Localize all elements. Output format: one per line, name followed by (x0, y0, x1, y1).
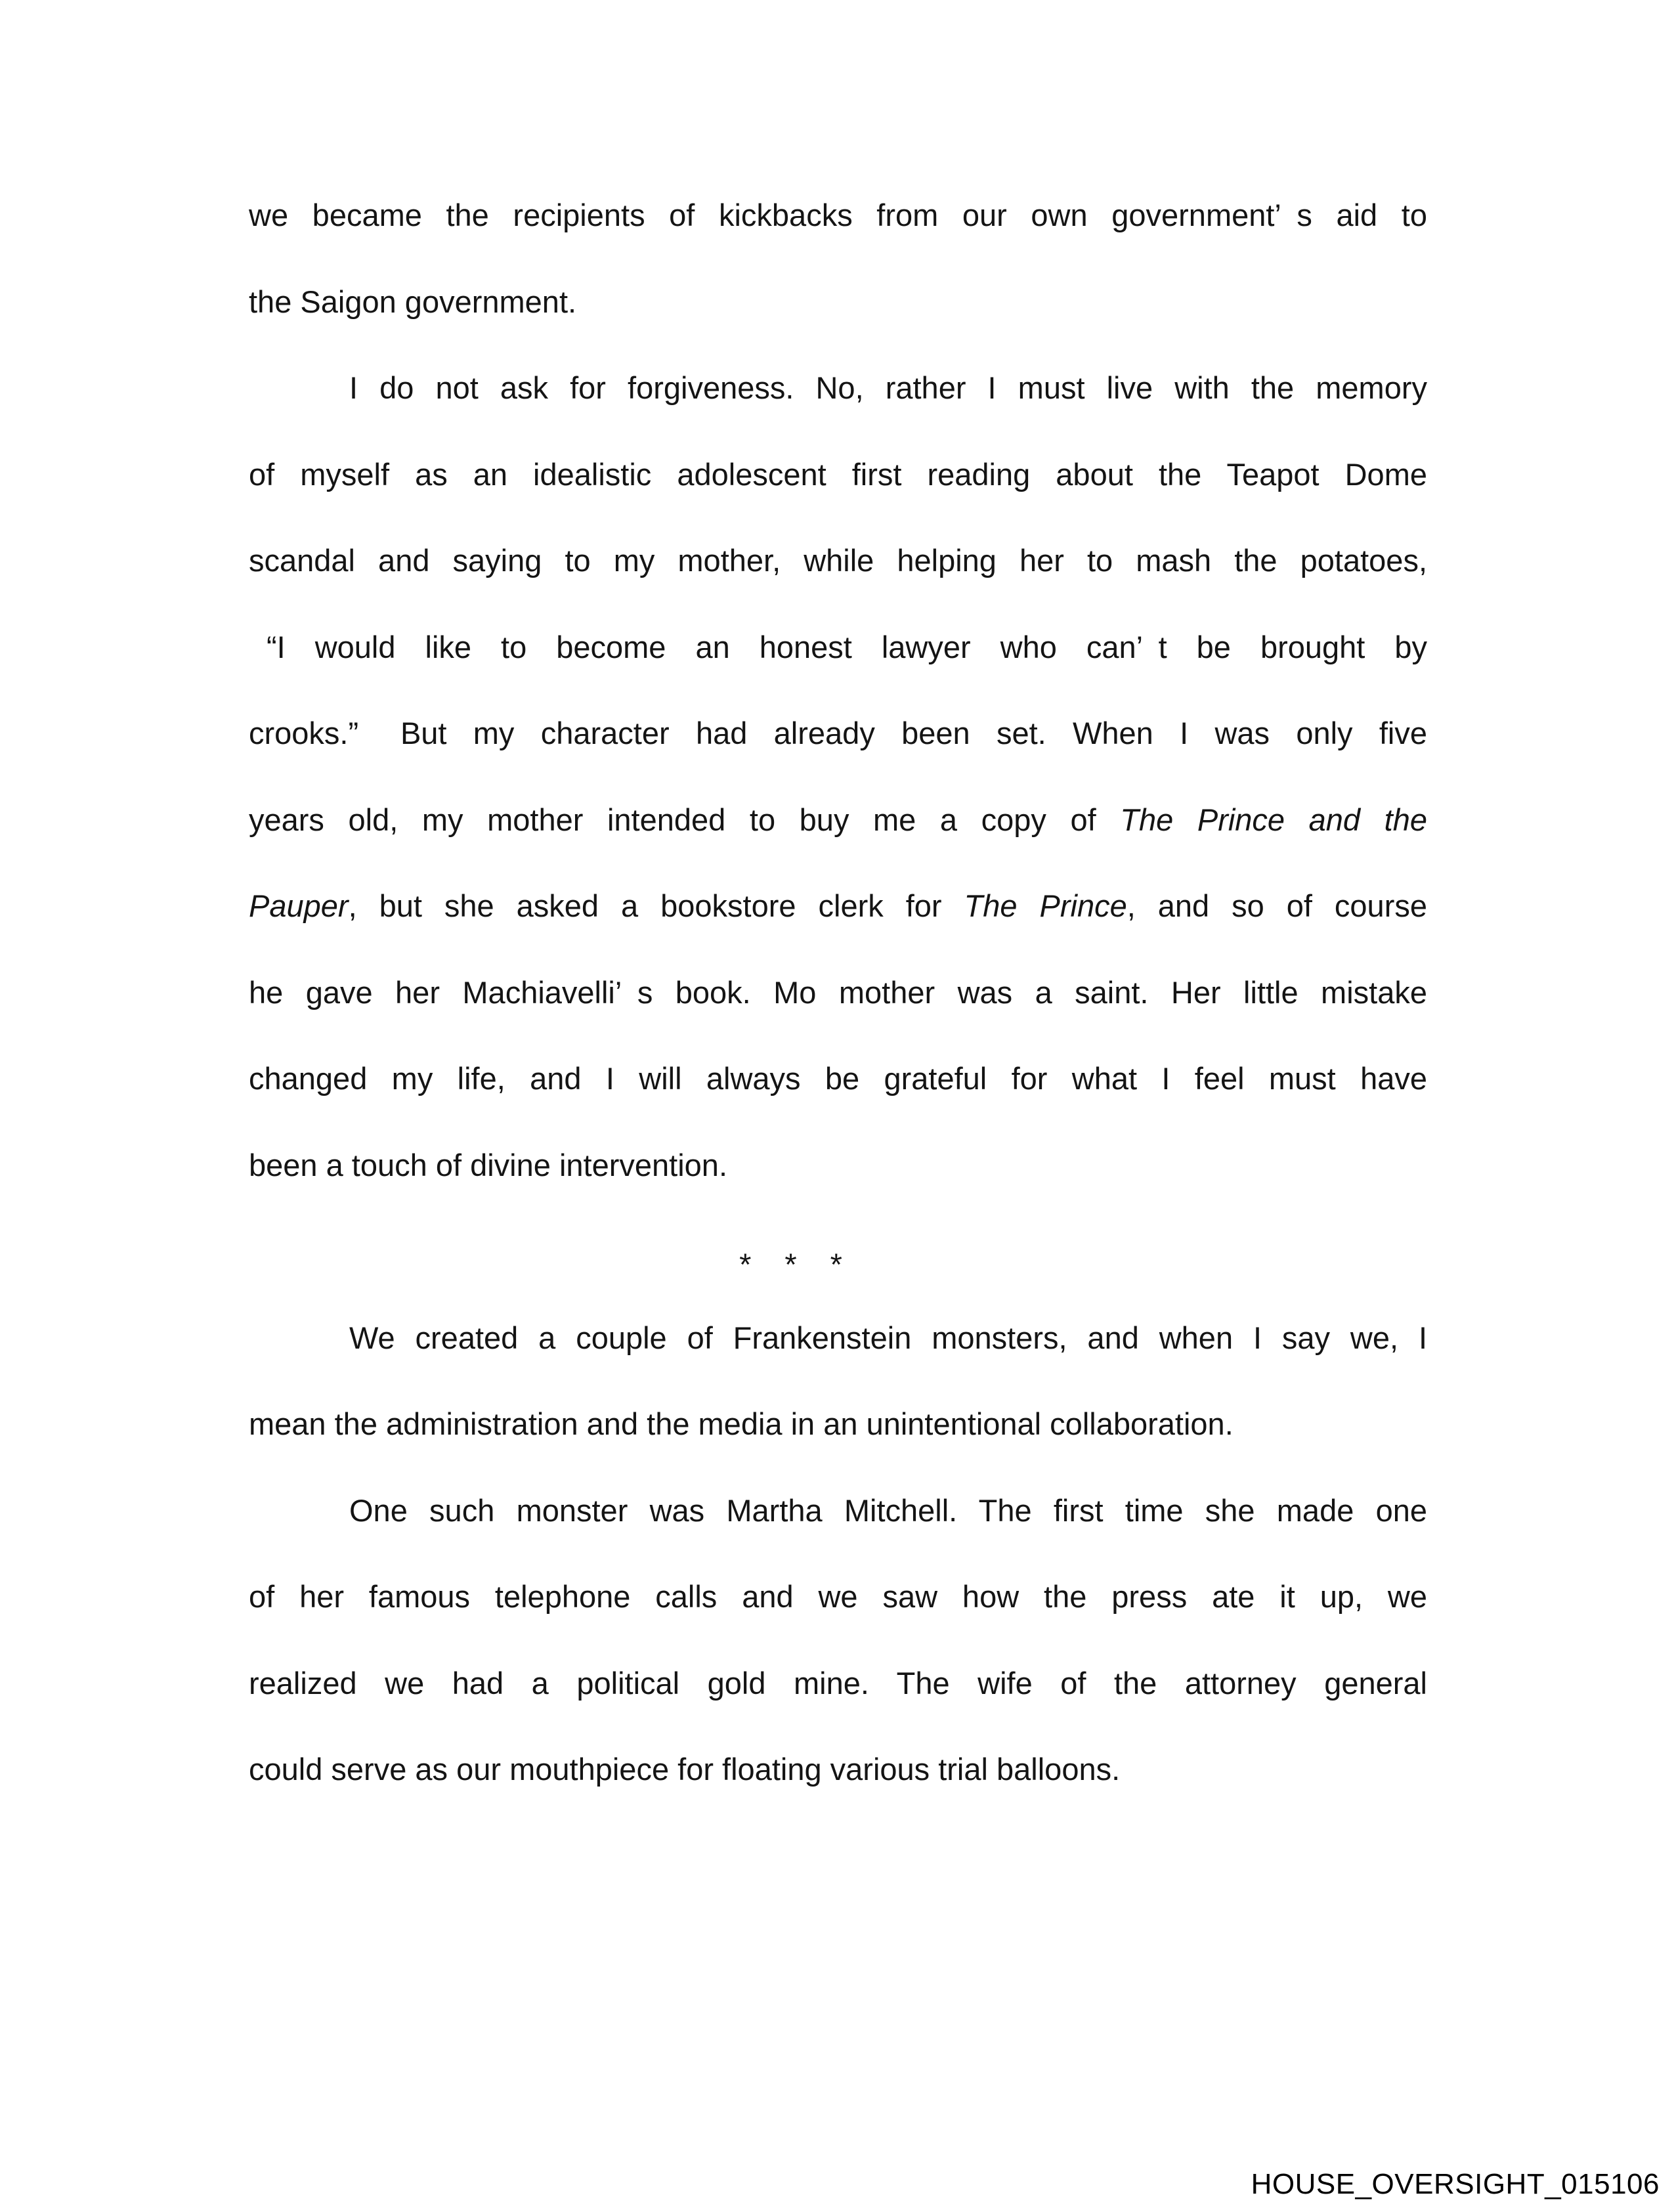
text-segment: of her famous telephone calls and we saw how the press ate it up, we (249, 1579, 1427, 1614)
book-title: The Prince and the (1120, 802, 1427, 837)
text-segment: he gave her Machiavelli’ s book. Mo mother was a saint. Her little mistake (249, 974, 1427, 1010)
text-segment: years old, my mother intended to buy me a copy of (249, 802, 1121, 837)
text-segment: One such monster was Martha Mitchell. The first time she made one (349, 1492, 1427, 1528)
text-segment: been a touch of divine intervention. (249, 1147, 728, 1182)
section-break-asterisks: * * * (739, 1247, 844, 1282)
bates-number: HOUSE_OVERSIGHT_015106 (1251, 2168, 1660, 2200)
document-body (249, 172, 1427, 1813)
text-line (249, 431, 1427, 518)
text-segment: we became the recipients of kickbacks from our own government’ s aid to (249, 198, 1427, 232)
text-line (249, 1467, 1427, 1554)
text-segment: realized we had a political gold mine. The wife of the attorney general (249, 1665, 1427, 1701)
text-line (249, 863, 1427, 949)
text-line (249, 1553, 1427, 1640)
text-segment: mean the administration and the media in an unintentional collaboration. (249, 1406, 1234, 1441)
text-segment: the Saigon government. (249, 284, 577, 319)
section-break-line (249, 1208, 1427, 1295)
text-line (249, 345, 1427, 431)
text-segment: , but she asked a bookstore clerk for (348, 888, 964, 923)
text-line (249, 604, 1427, 691)
text-segment: changed my life, and I will always be grateful for what I feel must have (249, 1061, 1427, 1096)
text-segment: could serve as our mouthpiece for floating various trial balloons. (249, 1752, 1121, 1787)
text-line (249, 1640, 1427, 1727)
text-line (249, 690, 1427, 777)
text-line (249, 1381, 1427, 1467)
text-segment: We created a couple of Frankenstein monsters, and when I say we, I (349, 1320, 1427, 1355)
text-line (249, 172, 1427, 259)
text-line (249, 1726, 1427, 1813)
text-line (249, 517, 1427, 604)
text-line (249, 777, 1427, 863)
text-segment: , and so of course (1127, 888, 1427, 923)
text-segment: “I would like to become an honest lawyer who can’ t be brought by (267, 629, 1427, 664)
text-line (249, 1295, 1427, 1381)
text-segment: I do not ask for forgiveness. No, rather I must live with the memory (349, 370, 1427, 405)
text-segment: crooks.” But my character had already been set. When I was only five (249, 716, 1427, 750)
text-segment: scandal and saying to my mother, while helping her to mash the potatoes, (249, 543, 1427, 578)
book-title: The Prince (964, 888, 1127, 923)
text-line (249, 1122, 1427, 1209)
text-segment: of myself as an idealistic adolescent first reading about the Teapot Dome (249, 456, 1427, 492)
book-title: Pauper (249, 888, 349, 923)
text-line (249, 949, 1427, 1036)
text-line (249, 1035, 1427, 1122)
text-line (249, 259, 1427, 345)
